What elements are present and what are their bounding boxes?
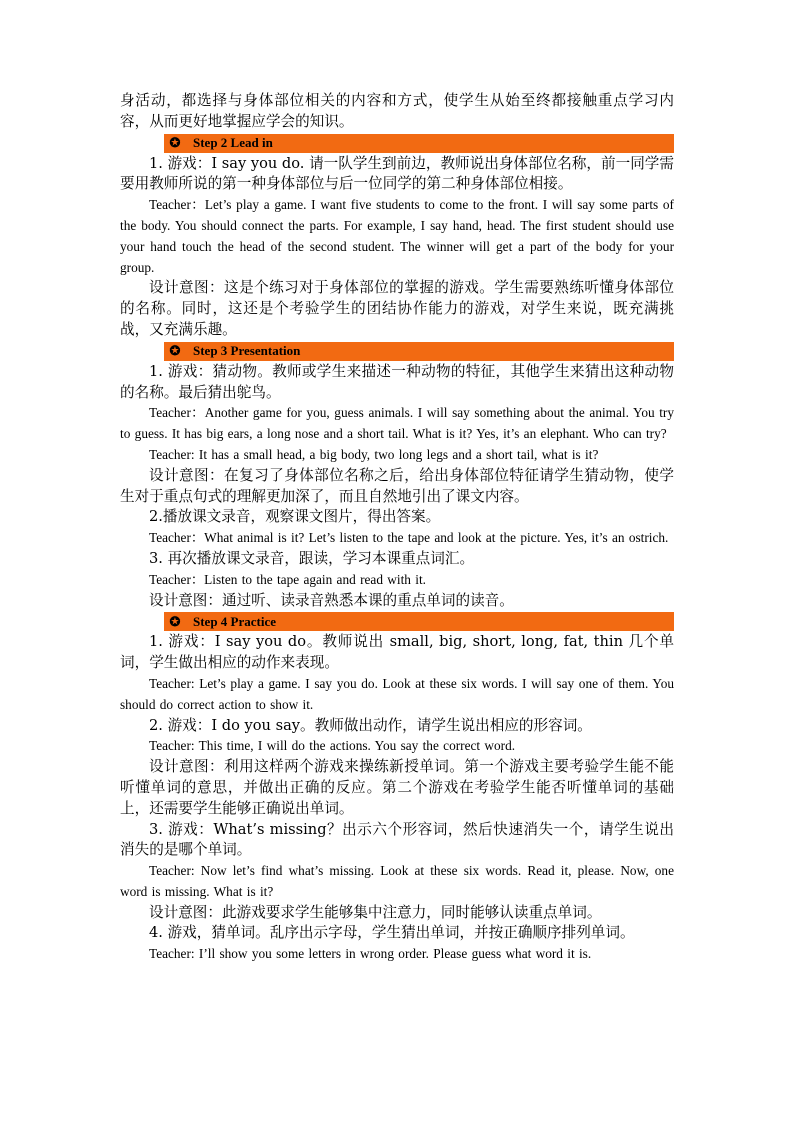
circled-star-icon: ✪: [169, 343, 181, 359]
document-body: [120, 91, 674, 965]
paragraph: 1. 游戏：猜动物。教师或学生来描述一种动物的特征，其他学生来猜出这种动物的名称。最后猜出鸵鸟。: [120, 362, 674, 401]
paragraph: Teacher: Let’s play a game. I say you do. Look at these six words. I will say one of them. You should do correct action to show it.: [120, 675, 674, 712]
paragraph: 4. 游戏，猜单词。乱序出示字母，学生猜出单词，并按正确顺序排列单词。: [149, 924, 635, 942]
section-heading-step-4: [164, 612, 674, 631]
paragraph: Teacher: Now let’s find what’s missing. Look at these six words. Read it, please. Now, one word is missing. What is it?: [120, 863, 674, 899]
paragraph: Teacher：What animal is it? Let’s listen to the tape and look at the picture. Yes, it’s an ostrich.: [149, 530, 669, 546]
circled-star-icon: ✪: [169, 613, 181, 629]
section-heading-step-2: [164, 134, 674, 153]
paragraph: 设计意图：此游戏要求学生能够集中注意力，同时能够认读重点单词。: [149, 903, 602, 921]
section-heading-label: Step 2 Lead in: [193, 135, 273, 151]
paragraph: 2. 游戏：I do you say。教师做出动作，请学生说出相应的形容词。: [149, 716, 592, 734]
paragraph: 设计意图：通过听、读录音熟悉本课的重点单词的读音。: [149, 591, 514, 609]
section-heading-label: Step 4 Practice: [193, 613, 277, 629]
paragraph: 3. 游戏：What’s missing？出示六个形容词，然后快速消失一个，请学生说出消失的是哪个单词。: [120, 820, 674, 859]
paragraph: Teacher: I’ll show you some letters in wrong order. Please guess what word it is.: [149, 946, 592, 962]
paragraph: 设计意图：利用这样两个游戏来操练新授单词。第一个游戏主要考验学生能不能听懂单词的意思，并做出正确的反应。第二个游戏在考验学生能否听懂单词的基础上，还需要学生能够正确说出单词。: [120, 758, 674, 817]
paragraph: 3. 再次播放课文录音，跟读，学习本课重点词汇。: [149, 549, 475, 567]
paragraph: Teacher: It has a small head, a big body, two long legs and a short tail, what is it?: [149, 446, 599, 462]
paragraph: Teacher：Listen to the tape again and read with it.: [149, 571, 426, 587]
paragraph: 身活动，都选择与身体部位相关的内容和方式，使学生从始至终都接触重点学习内容，从而更好地掌握应学会的知识。: [120, 92, 674, 130]
paragraph: Teacher: This time, I will do the actions. You say the correct word.: [149, 738, 516, 754]
paragraph: Teacher：Another game for you, guess animals. I will say something about the animal. You try to guess. It has big ears, a long nose and a short tail. What is it? Yes, it’s an elephant. Who can try?: [120, 405, 674, 442]
paragraph: 1. 游戏：I say you do. 请一队学生到前边，教师说出身体部位名称，前一同学需要用教师所说的第一种身体部位与后一位同学的第二种身体部位相接。: [120, 154, 674, 193]
paragraph: 1. 游戏：I say you do。教师说出 small, big, short, long, fat, thin 几个单词，学生做出相应的动作来表现。: [120, 633, 674, 672]
paragraph: 2.播放课文录音，观察课文图片，得出答案。: [149, 508, 441, 526]
paragraph: 设计意图：在复习了身体部位名称之后，给出身体部位特征请学生猜动物，使学生对于重点句式的理解更加深了，而且自然地引出了课文内容。: [120, 466, 674, 505]
paragraph: Teacher：Let’s play a game. I want five students to come to the front. I will say some parts of the body. You should connect the parts. For example, I say hand, head. The first student should use your hand touch the head of the second student. The winner will get a part of the body for your group.: [120, 197, 674, 275]
paragraph: 设计意图：这是个练习对于身体部位的掌握的游戏。学生需要熟练听懂身体部位的名称。同时，这还是个考验学生的团结协作能力的游戏，对学生来说，既充满挑战，又充满乐趣。: [120, 279, 674, 338]
section-heading-step-3: [164, 342, 674, 361]
section-heading-label: Step 3 Presentation: [193, 343, 301, 359]
circled-star-icon: ✪: [169, 135, 181, 151]
